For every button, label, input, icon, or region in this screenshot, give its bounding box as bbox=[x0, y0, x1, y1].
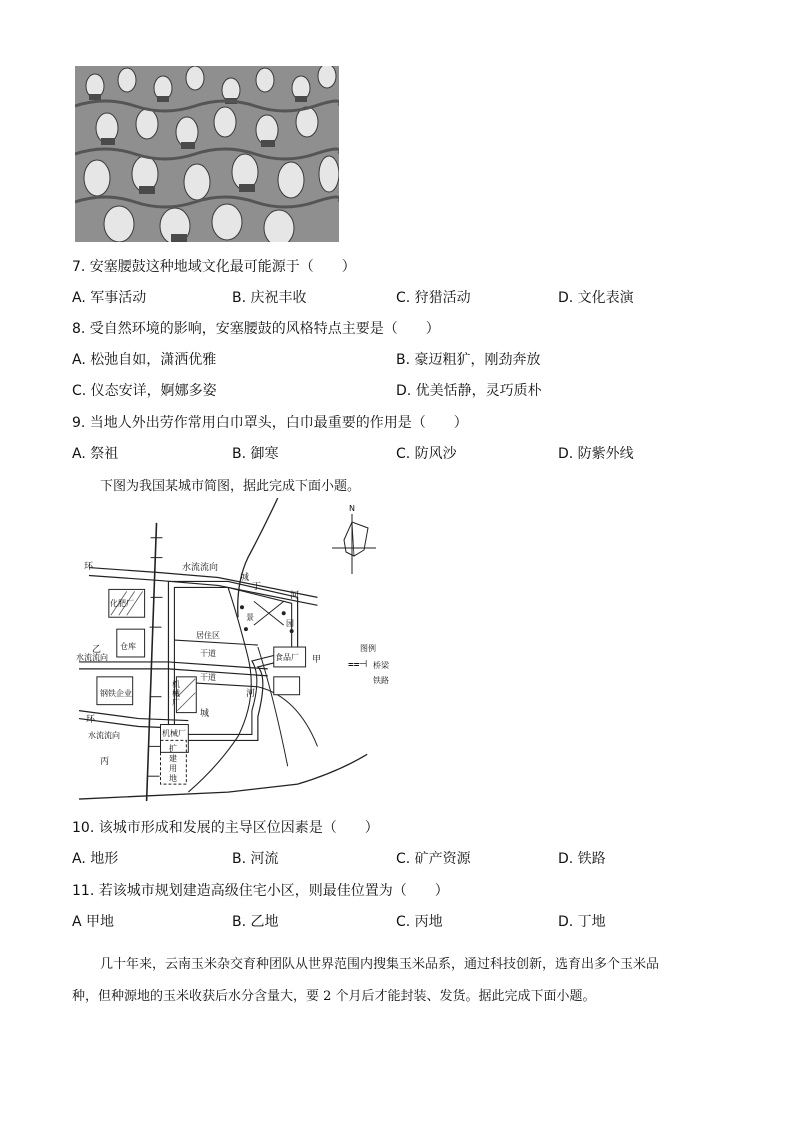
q7-option-d[interactable]: D. 文化表演 bbox=[558, 290, 634, 306]
label-water-flow-1: 水流流向 bbox=[182, 563, 219, 573]
label-water-flow-2: 水流流向 bbox=[76, 653, 108, 662]
label-fertilizer: 化肥厂 bbox=[110, 599, 134, 608]
q9-option-b[interactable]: B. 御寒 bbox=[232, 446, 279, 462]
label-machinery-2: 机械厂 bbox=[162, 729, 186, 738]
legend-bridge: 桥梁 bbox=[373, 661, 389, 670]
label-main-road-1: 干道 bbox=[200, 649, 216, 658]
label-cheng-2: 城 bbox=[200, 709, 210, 719]
q10-option-b[interactable]: B. 河流 bbox=[232, 851, 279, 867]
label-he-1: 河 bbox=[290, 591, 300, 601]
label-jia: 甲 bbox=[312, 655, 322, 665]
q8-option-b[interactable]: B. 豪迈粗犷，刚劲奔放 bbox=[396, 352, 541, 368]
drum-dance-photo bbox=[75, 66, 339, 242]
legend-railway: 铁路 bbox=[373, 676, 389, 685]
q11-option-a[interactable]: A 甲地 bbox=[72, 914, 115, 930]
q7-option-c[interactable]: C. 狩猎活动 bbox=[396, 290, 471, 306]
q8-option-c[interactable]: C. 仪态安详，婀娜多姿 bbox=[72, 383, 217, 399]
label-ding: 丁 bbox=[252, 582, 262, 592]
q8-option-a[interactable]: A. 松弛自如，潇洒优雅 bbox=[72, 352, 217, 368]
q11-option-d[interactable]: D. 丁地 bbox=[558, 914, 606, 930]
label-residential: 居住区 bbox=[196, 631, 220, 640]
q9-option-a[interactable]: A. 祭祖 bbox=[72, 446, 119, 462]
bridge-icon: ⩵⊣ bbox=[348, 659, 367, 670]
q8-option-d[interactable]: D. 优美恬静，灵巧质朴 bbox=[396, 383, 542, 399]
label-bing: 丙 bbox=[100, 757, 110, 767]
label-food-plant: 食品厂 bbox=[275, 653, 299, 662]
river-top bbox=[238, 498, 278, 617]
q9-option-c[interactable]: C. 防风沙 bbox=[396, 446, 457, 462]
label-huan-2: 环 bbox=[86, 715, 96, 725]
label-machinery-1: 机械厂 bbox=[172, 680, 180, 707]
map-intro: 下图为我国某城市简图，据此完成下面小题。 bbox=[100, 479, 361, 494]
q7-stem: 7. 安塞腰鼓这种地域文化最可能源于（ ） bbox=[72, 259, 356, 275]
label-scenic-2: 园 bbox=[286, 619, 294, 628]
label-he-2: 河 bbox=[246, 689, 256, 699]
q11-option-b[interactable]: B. 乙地 bbox=[232, 914, 279, 930]
corn-intro-line-1: 几十年来，云南玉米杂交育种团队从世界范围内搜集玉米品系，通过科技创新，选育出多个玉米品 bbox=[100, 957, 660, 972]
q7-option-a[interactable]: A. 军事活动 bbox=[72, 290, 147, 306]
q10-option-c[interactable]: C. 矿产资源 bbox=[396, 851, 471, 867]
q10-option-d[interactable]: D. 铁路 bbox=[558, 851, 606, 867]
label-yi: 乙 bbox=[92, 645, 102, 655]
corn-intro-line-2: 种，但种源地的玉米收获后水分含量大，要 2 个月后才能封装、发货。据此完成下面小题。 bbox=[72, 989, 596, 1004]
label-huan-1: 环 bbox=[84, 562, 94, 572]
q11-stem: 11. 若该城市规划建造高级住宅小区，则最佳位置为（ ） bbox=[72, 883, 449, 899]
q9-stem: 9. 当地人外出劳作常用白巾罩头，白巾最重要的作用是（ ） bbox=[72, 415, 468, 431]
north-arrow-icon: N bbox=[330, 500, 380, 580]
river-bottom bbox=[79, 754, 367, 799]
drum-dance-photo-illustration bbox=[75, 66, 339, 242]
q10-stem: 10. 该城市形成和发展的主导区位因素是（ ） bbox=[72, 820, 379, 836]
q9-option-d[interactable]: D. 防紫外线 bbox=[558, 446, 634, 462]
q8-stem: 8. 受自然环境的影响，安塞腰鼓的风格特点主要是（ ） bbox=[72, 321, 440, 337]
label-steel: 钢铁企业 bbox=[100, 689, 132, 698]
label-main-road-2: 干道 bbox=[200, 673, 216, 682]
q10-option-a[interactable]: A. 地形 bbox=[72, 851, 119, 867]
label-warehouse: 仓库 bbox=[120, 642, 136, 651]
label-scenic-1: 景 bbox=[246, 613, 254, 622]
label-water-flow-3: 水流流向 bbox=[88, 731, 120, 740]
legend-title: 图例 bbox=[360, 644, 376, 653]
q7-option-b[interactable]: B. 庆祝丰收 bbox=[232, 290, 307, 306]
label-expansion: 扩建用地 bbox=[169, 744, 177, 783]
q11-option-c[interactable]: C. 丙地 bbox=[396, 914, 443, 930]
label-cheng-1: 城 bbox=[240, 573, 250, 583]
